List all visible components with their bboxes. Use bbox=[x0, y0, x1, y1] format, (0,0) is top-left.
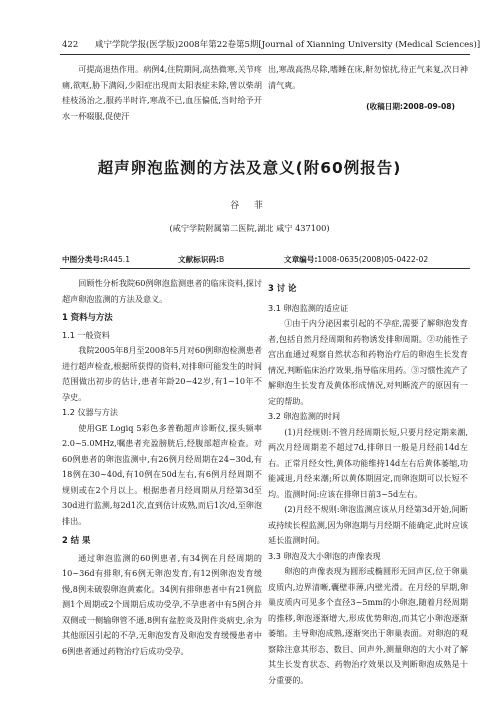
subsection-heading: 3.3 卵泡及大小卵泡的声像表现 bbox=[268, 550, 381, 561]
article-id: 文章编号:1008-0635(2008)05-0422-02 bbox=[284, 255, 429, 264]
previous-article-left bbox=[62, 62, 262, 124]
body-paragraph: 使用GE Logiq 5彩色多普勒超声诊断仪,探头频率2.0~5.0MHz,嘱患者充盈膀胱后,经腹部超声检查。对60例患者的卵泡监测中,有26例月经周期在24~30d,有18例在30~40d,有10例在50d左右,有6例月经周期不规则或在2个月以上。根据患者月经周期从月经第3d至30d进行监测,每2d1次,直到估计成熟,而后1次/d,至卵泡排出。 bbox=[62, 422, 262, 526]
intro-paragraph: 回顾性分析我院60例卵泡监测患者的临床资料,探讨超声卵泡监测的方法及意义。 bbox=[62, 278, 262, 304]
previous-article-text-left: 可提高退热作用。病例4,住院期间,高热微寒,关节疼痛,欲呕,胁下满闷,少阳症出现而太阳表症未除,曾以柴胡桂枝汤治之,服药半时许,寒战不已,血压偏低,当时给予开水一杯啜服,促使汗 bbox=[62, 64, 262, 121]
body-paragraph: (2)月经不规则:卵泡监测应该从月经第3d开始,间断或持续长程监测,因为卵泡期与月经期不能确定,此时应该延长监测时间。 bbox=[268, 504, 468, 545]
meta-rule bbox=[60, 268, 470, 269]
journal-title: 咸宁学院学报(医学版)2008年第22卷第5期[Journal of Xianning University (Medical Sciences)] bbox=[94, 40, 481, 50]
document-code: 文献标识码:B bbox=[178, 255, 225, 264]
article-title: 超声卵泡监测的方法及意义(附60例报告) bbox=[97, 159, 402, 177]
article-author: 谷 菲 bbox=[230, 201, 269, 211]
subsection-heading: 3.1 卵泡监测的适应证 bbox=[268, 302, 349, 313]
section-heading: 1 资料与方法 bbox=[62, 312, 113, 322]
body-paragraph: 我院2005年8月至2008年5月对60例卵泡检测患者进行超声检查,根据所获得的资料,对排卵可能发生的时间范围做出初步的估计,患者年龄20~42岁,有1~10年不孕史。 bbox=[62, 345, 262, 402]
received-date: (收稿日期:2008-09-08) bbox=[366, 102, 455, 111]
page-number: 422 bbox=[62, 40, 79, 50]
header-rule bbox=[60, 54, 470, 55]
previous-article-text-right: 出,寒战高热尽除,嗜睡在床,鼾勿惊扰,待正气来复,次日神清气爽。 bbox=[268, 64, 468, 90]
section-heading: 3 讨 论 bbox=[268, 283, 297, 293]
left-column bbox=[62, 276, 262, 659]
section-heading: 2 结 果 bbox=[62, 535, 91, 545]
right-column bbox=[268, 276, 468, 688]
subsection-heading: 1.1 一般资料 bbox=[62, 329, 110, 340]
running-header bbox=[62, 38, 480, 50]
body-paragraph: 卵泡的声像表现为圆形或椭圆形无回声区,位于卵巢皮质内,边界清晰,囊壁菲薄,内壁光滑。在月经的早期,卵巢皮质内可见多个直径3~5mm的小卵泡,随着月经周期的推移,卵泡逐渐增大,形成优势卵泡,而其它小卵泡逐渐萎缩。主导卵泡成熟,逐渐突出于卵巢表面。对卵泡的观察除注意其形态、数目、回声外,测量卵泡的大小对了解其生长发育状态、药物治疗效果以及判断卵泡成熟是十分重要的。 bbox=[268, 566, 468, 685]
subsection-heading: 1.2 仪器与方法 bbox=[62, 407, 118, 417]
clc-number: 中图分类号:R445.1 bbox=[62, 255, 131, 264]
body-paragraph: (1)月经规则:不管月经周期长短,只要月经定期来潮,两次月经周期差不超过7d,排卵日一般是月经前14d左右。正常月经女性,黄体功能维持14d左右后黄体萎缩,功能减退,月经来潮;所以黄体期固定,而卵泡期可以长短不均。监测时间:应该在排卵日前3~5d左右。 bbox=[268, 426, 468, 499]
body-paragraph: 通过卵泡监测的60例患者,有34例在月经周期的10~36d有排卵,有6例无卵泡发育,有12例卵泡发育缓慢,8例未破裂卵泡黄素化。34例有排卵患者中有21例监测1个周期或2个周期后成功受孕,不孕患者中有5例合并双侧或一侧输卵管不通,8例有盆腔炎及附件炎病史,余为其他原因引起的不孕,无卵泡发育及卵泡发育缓慢患者中6例患者通过药物治疗后成功受孕。 bbox=[62, 552, 262, 656]
body-paragraph: ①由于内分泌因素引起的不孕症,需要了解卵泡发育者,包括自然月经周期和药物诱发排卵周期。②功能性子宫出血通过观察自然状态和药物治疗后的卵泡生长发育情况,判断临床治疗效果,指导临床用药。③习惯性流产了解卵泡生长发育及黄体形成情况,对判断流产的原因有一定的帮助。 bbox=[268, 318, 468, 406]
author-affiliation: (咸宁学院附属第二医院,湖北 咸宁 437100) bbox=[169, 223, 330, 233]
previous-article-right bbox=[268, 62, 468, 93]
subsection-heading: 3.2 卵泡监测的时间 bbox=[268, 411, 341, 421]
